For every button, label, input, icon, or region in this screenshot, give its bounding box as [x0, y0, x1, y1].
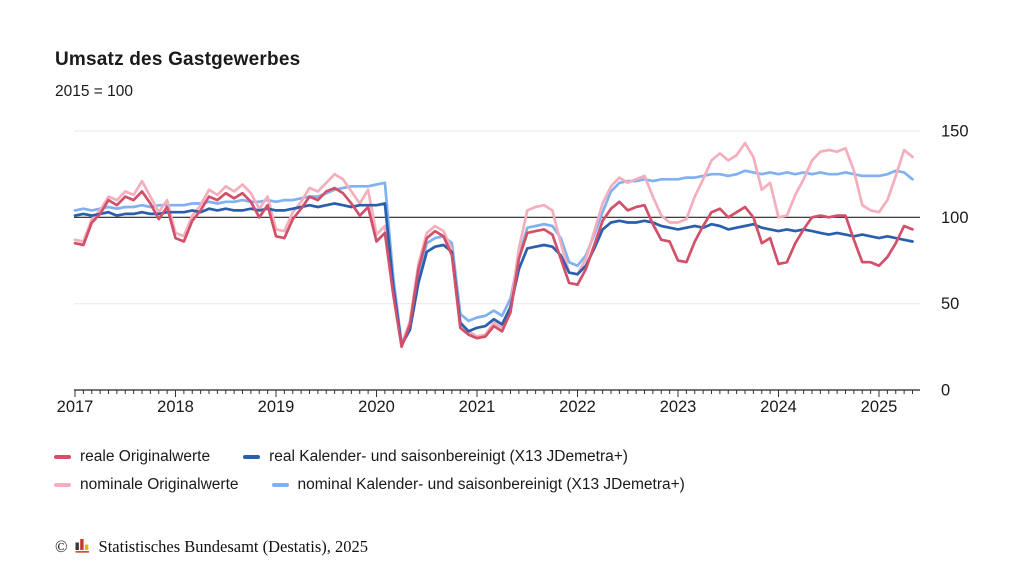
x-tick-label-2025: 2025	[860, 398, 898, 416]
x-tick-label-2023: 2023	[659, 398, 697, 416]
legend-label: reale Originalwerte	[80, 448, 211, 465]
legend-label: real Kalender- und saisonbereinigt (X13 JDemetra+)	[269, 448, 628, 465]
source-attribution	[55, 537, 368, 557]
x-tick-label-2020: 2020	[358, 398, 395, 416]
legend-swatch-real-adjusted	[243, 455, 260, 459]
copyright-symbol: ©	[55, 537, 68, 556]
x-tick-label-2024: 2024	[760, 398, 797, 416]
x-tick-label-2022: 2022	[559, 398, 596, 416]
legend-swatch-real-original	[54, 455, 71, 459]
x-tick-label-2018: 2018	[157, 398, 194, 416]
legend-item-nominale-originalwerte[interactable]	[54, 476, 239, 494]
page-title: Umsatz des Gastgewerbes	[55, 49, 301, 70]
x-tick-label-2021: 2021	[458, 398, 496, 416]
series-line-nominal-kalender-und-saisonbereinigt-x13-jdemetra	[75, 171, 913, 344]
legend-row-2	[54, 471, 718, 499]
y-tick-label-100: 100	[941, 208, 969, 227]
x-tick-label-2019: 2019	[257, 398, 295, 416]
x-tick-label-2017: 2017	[56, 398, 94, 416]
legend-label: nominale Originalwerte	[80, 476, 239, 493]
legend-swatch-nominal-original	[54, 483, 71, 487]
y-tick-label-50: 50	[941, 295, 960, 314]
legend-item-nominal-saisonbereinigt[interactable]	[272, 476, 685, 494]
index-base-label: 2015 = 100	[55, 83, 134, 100]
y-tick-label-150: 150	[941, 122, 969, 141]
destatis-logo-icon	[75, 538, 92, 558]
legend-item-reale-originalwerte[interactable]	[54, 448, 210, 466]
legend-row-1	[54, 443, 718, 471]
chart-legend	[54, 443, 718, 499]
y-tick-label-0: 0	[941, 381, 951, 400]
legend-swatch-nominal-adjusted	[272, 483, 289, 487]
legend-item-real-saisonbereinigt[interactable]	[243, 448, 628, 466]
legend-label: nominal Kalender- und saisonbereinigt (X13 JDemetra+)	[297, 476, 685, 493]
source-text: Statistisches Bundesamt (Destatis), 2025	[98, 537, 369, 556]
